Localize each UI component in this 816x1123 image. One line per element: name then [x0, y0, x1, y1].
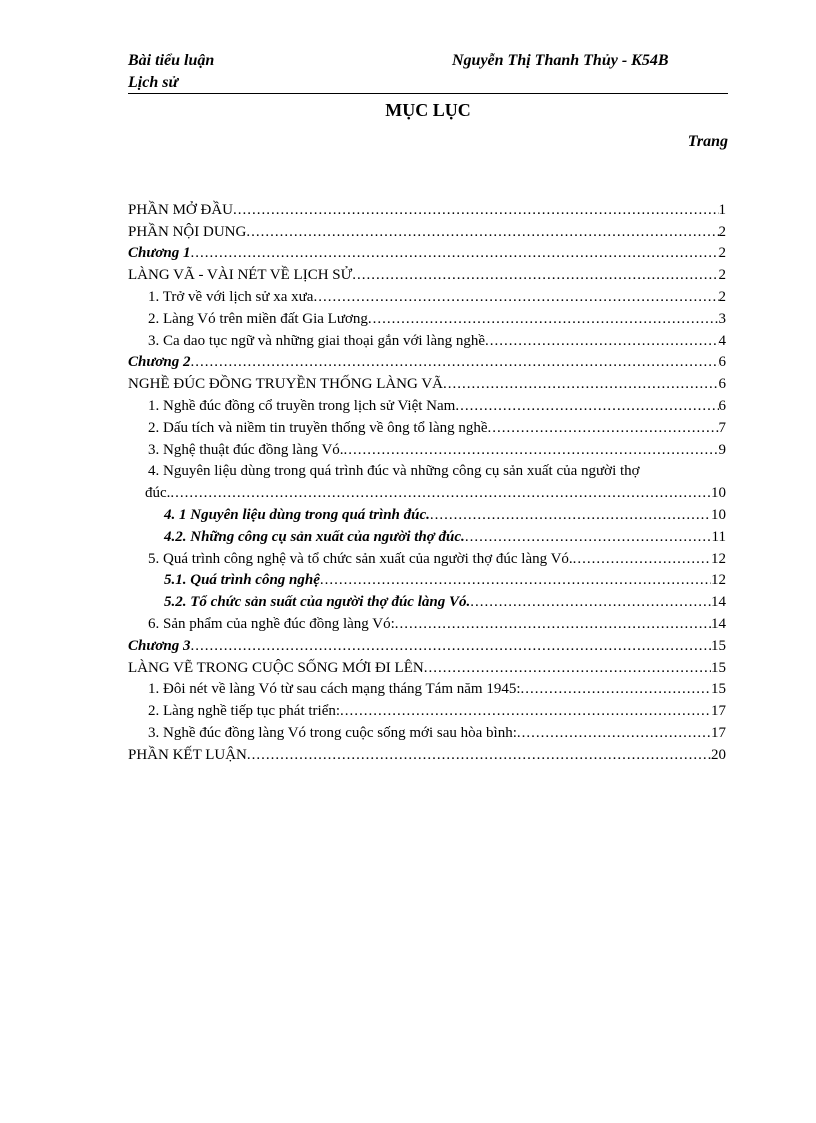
toc-leader	[170, 485, 711, 502]
toc-entry	[128, 371, 726, 393]
toc-leader	[517, 725, 711, 742]
toc-leader	[443, 376, 719, 393]
toc-entry	[128, 219, 726, 241]
toc-entry	[128, 437, 726, 459]
header-rule	[128, 93, 728, 94]
toc-entry-page: 4	[718, 332, 726, 349]
toc-entry	[128, 677, 726, 699]
toc-entry-page: 15	[711, 637, 726, 654]
toc-entry	[128, 284, 726, 306]
toc-entry-page: 6	[718, 354, 726, 371]
toc-leader	[395, 616, 711, 633]
toc-leader	[247, 747, 711, 764]
toc-entry-page: 12	[711, 572, 726, 589]
toc-entry	[128, 720, 726, 742]
toc-entry-page: 10	[711, 485, 726, 502]
toc-entry-text: 3. Ca dao tục ngữ và những giai thoại gắn với làng nghề	[148, 332, 486, 349]
toc-entry-text: Chương 2	[128, 354, 191, 371]
toc-leader	[485, 333, 718, 350]
toc-entry	[128, 698, 726, 720]
toc-entry	[128, 633, 726, 655]
toc-entry-text: 5.2. Tổ chức sản suất của người thợ đúc làng Vó.	[164, 594, 471, 611]
toc-entry-text: 4. 1 Nguyên liệu dùng trong quá trình đúc.	[164, 506, 430, 523]
toc-entry-page: 1	[718, 201, 726, 218]
toc-leader	[313, 289, 718, 306]
toc-leader	[233, 202, 718, 219]
toc-leader	[352, 267, 718, 284]
toc-leader	[465, 529, 712, 546]
header-left	[128, 50, 214, 94]
toc-entry-text: PHẦN KẾT LUẬN	[128, 746, 247, 763]
toc-entry-wrapped-text: 4. Nguyên liệu dùng trong quá trình đúc và những công cụ sản xuất của người thợ	[148, 462, 640, 479]
toc-leader	[368, 311, 719, 328]
toc-leader	[573, 551, 711, 568]
toc-leader	[340, 703, 711, 720]
toc-entry-page: 2	[718, 223, 726, 240]
toc-leader	[488, 420, 719, 437]
toc-entry-page: 11	[711, 528, 726, 545]
toc-leader	[344, 442, 719, 459]
table-of-contents	[128, 197, 726, 764]
toc-entry-page: 7	[718, 419, 726, 436]
toc-entry-page: 15	[711, 659, 726, 676]
toc-entry-page: 20	[711, 746, 726, 763]
toc-entry-page: 12	[711, 550, 726, 567]
toc-entry-page: 17	[711, 724, 726, 741]
header-author: Nguyễn Thị Thanh Thủy - K54B	[452, 52, 669, 69]
toc-entry-text: Chương 3	[128, 637, 191, 654]
toc-entry-page: 15	[711, 681, 726, 698]
toc-entry-text: 5. Quá trình công nghệ và tổ chức sản xuất của người thợ đúc làng Vó.	[148, 550, 573, 567]
toc-leader	[470, 594, 711, 611]
header-subject-line2: Lịch sử	[128, 74, 179, 91]
toc-entry	[128, 524, 726, 546]
toc-entry	[128, 350, 726, 372]
toc-entry-text: 3. Nghề đúc đồng làng Vó trong cuộc sống mới sau hòa bình:	[148, 724, 517, 741]
toc-entry	[128, 568, 726, 590]
toc-leader	[190, 245, 718, 262]
toc-entry	[128, 415, 726, 437]
toc-entry	[128, 306, 726, 328]
toc-entry	[128, 546, 726, 568]
toc-entry-page: 2	[718, 267, 726, 284]
toc-entry	[128, 655, 726, 677]
toc-entry-page: 6	[718, 397, 726, 414]
toc-entry-text: 1. Đôi nét về làng Vó từ sau cách mạng tháng Tám năm 1945:	[148, 681, 521, 698]
toc-entry-text: 3. Nghệ thuật đúc đồng làng Vó.	[148, 441, 344, 458]
toc-entry	[128, 241, 726, 263]
page-column-label: Trang	[687, 133, 728, 150]
toc-entry-page: 14	[711, 615, 726, 632]
toc-leader	[246, 224, 718, 241]
toc-entry	[128, 611, 726, 633]
toc-entry-page: 14	[711, 594, 726, 611]
toc-leader	[521, 681, 712, 698]
toc-entry	[128, 742, 726, 764]
toc-entry-page: 6	[718, 376, 726, 393]
toc-entry	[128, 480, 726, 502]
toc-entry	[128, 393, 726, 415]
toc-entry-page: 10	[711, 506, 726, 523]
toc-leader	[430, 507, 711, 524]
toc-entry-text: 4.2. Những công cụ sản xuất của người thợ đúc.	[164, 528, 465, 545]
toc-leader	[424, 660, 711, 677]
toc-entry-page: 17	[711, 703, 726, 720]
toc-entry-page: 2	[718, 245, 726, 262]
toc-entry-text: 1. Trở về với lịch sử xa xưa	[148, 288, 314, 305]
toc-entry-text: NGHỀ ĐÚC ĐỒNG TRUYỀN THỐNG LÀNG VÃ	[128, 376, 443, 393]
toc-leader	[320, 572, 711, 589]
toc-entry-page: 9	[718, 441, 726, 458]
toc-entry-text: PHẦN MỞ ĐẦU	[128, 201, 234, 218]
toc-entry-text: 2. Dấu tích và niềm tin truyền thống về ông tổ làng nghề	[148, 419, 488, 436]
toc-entry	[128, 502, 726, 524]
toc-entry-page: 2	[718, 288, 726, 305]
toc-entry	[128, 589, 726, 611]
header-subject: Bài tiểu luận	[128, 52, 215, 69]
toc-entry-text: 5.1. Quá trình công nghệ	[164, 572, 320, 589]
toc-entry-page: 3	[718, 310, 726, 327]
toc-entry-text: Chương 1	[128, 245, 191, 262]
toc-entry	[128, 328, 726, 350]
toc-entry-text: 2. Làng nghề tiếp tục phát triển:	[148, 703, 341, 720]
toc-leader	[190, 354, 718, 371]
toc-entry-text: 2. Làng Vó trên miền đất Gia Lương	[148, 310, 368, 327]
toc-entry	[128, 262, 726, 284]
toc-leader	[455, 398, 718, 415]
toc-entry-text: 1. Nghề đúc đồng cổ truyền trong lịch sử Việt Nam	[148, 397, 456, 414]
toc-entry-text: LÀNG VẼ TRONG CUỘC SỐNG MỚI ĐI LÊN	[128, 659, 424, 676]
toc-entry	[128, 197, 726, 219]
toc-entry-text: PHẦN NỘI DUNG	[128, 223, 247, 240]
toc-entry-continuation: đúc.	[145, 485, 171, 502]
toc-entry-text: 6. Sản phẩm của nghề đúc đồng làng Vó:	[148, 615, 395, 632]
toc-entry-text: LÀNG VÃ - VÀI NÉT VỀ LỊCH SỬ	[128, 267, 353, 284]
toc-leader	[190, 638, 711, 655]
page-title: MỤC LỤC	[385, 100, 471, 120]
